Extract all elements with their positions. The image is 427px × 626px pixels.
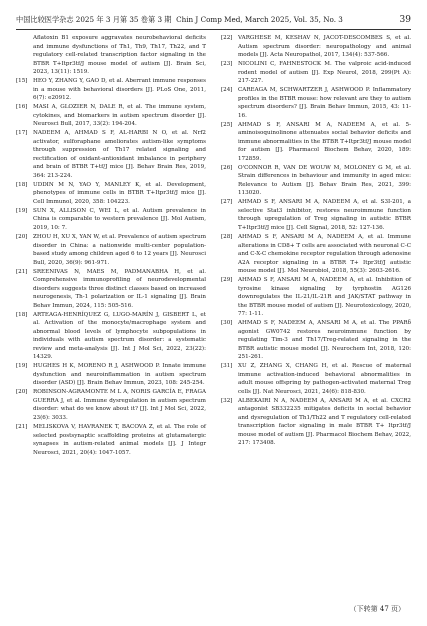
reference-entry	[16, 207, 206, 233]
reference-column-left	[16, 34, 206, 596]
reference-number: [27]	[221, 199, 233, 206]
reference-text: HUGHES H K, MORENO R J, ASHWOOD P. Innate immune dysfunction and neuroinflammation in autism spectrum disorder (ASD) [J]. Brain Behav Immun, 2023, 108: 245-254.	[33, 363, 206, 387]
reference-entry	[16, 34, 206, 77]
reference-number: [26]	[221, 164, 233, 171]
reference-entry	[16, 233, 206, 267]
reference-number: [17]	[16, 130, 28, 137]
reference-number: [21]	[16, 268, 28, 275]
reference-entry	[221, 60, 411, 86]
reference-entry	[16, 362, 206, 388]
page-number: 39	[399, 15, 411, 25]
reference-text: AHMAD S F, NADEEM A, ANSARI M A, et al. The PPARδ agonist GW0742 restores neuroimmune function by regulating Tim-3 and Th17/Treg-related signaling in the BTBR autistic mouse model [J]. Neurochem Int, 2018, 120: 251-261.	[238, 320, 411, 361]
reference-text: SREENIVAS N, MAES M, PADMANABHA H, et al. Comprehensive immunoprofiling of neurodevelopmental disorders suggests three distinct classes based on increased neurogenesis, Th-1 polarization or IL-1 signaling [J]. Brain Behav Immun, 2024, 115: 505-516.	[33, 268, 206, 309]
reference-entry	[16, 181, 206, 207]
reference-text: Aflatoxin B1 exposure aggravates neurobehavioral deficits and immune dysfunctions of Th1, Th9, Th17, Th22, and T regulatory cell-related transcription factor signaling in the BTBR T+Itpr3tf/J mouse model of autism [J]. Brain Sci, 2023, 13(11): 1519.	[33, 35, 206, 75]
reference-entry	[221, 86, 411, 120]
reference-number	[16, 34, 33, 77]
reference-number: [23]	[221, 61, 233, 68]
reference-entry	[16, 388, 206, 422]
reference-entry	[221, 397, 411, 448]
reference-column-right	[221, 34, 411, 596]
reference-number: [18]	[16, 311, 28, 318]
reference-number: [18]	[16, 181, 28, 188]
reference-entry	[221, 121, 411, 164]
reference-entry	[221, 276, 411, 319]
reference-number: [28]	[221, 234, 233, 241]
reference-text: HEO Y, ZHANG Y, GAO D, et al. Aberrant immune responses in a mouse with behavioral disorders [J]. PLoS One, 2011, 6(7): e20912.	[33, 78, 206, 102]
reference-entry	[221, 164, 411, 198]
journal-title-en: Chin J Comp Med, March 2025, Vol. 35, No. 3	[176, 15, 343, 24]
reference-text: AHMAD S F, ANSARI M A, NADEEM A, et al. Inhibition of tyrosine kinase signaling by tyrphostin AG126 downregulates the IL-21/IL-21R and JAK/STAT pathway in the BTBR mouse model of autism [J]. Neurotoxicology, 2020, 77: 1-11.	[238, 277, 411, 318]
reference-number: [29]	[221, 277, 233, 284]
reference-number: [19]	[16, 207, 28, 214]
reference-text: MELISKOVA V, HAVRANEK T, BACOVA Z, et al. The role of selected postsynaptic scaffolding proteins at glutamatergic synapses in autism-related animal models [J]. J Integr Neurosci, 2021, 20(4): 1047-1057.	[33, 424, 206, 456]
reference-text: ARTEAGA-HENRÍQUEZ G, LUGO-MARÍN J, GISBERT L, et al. Activation of the monocyte/macrophage system and abnormal blood levels of lymphocyte subpopulations in individuals with autism spectrum disorder: a systematic review and meta-analysis [J]. Int J Mol Sci, 2022, 23(22): 14329.	[33, 311, 206, 361]
reference-entry	[221, 233, 411, 276]
continued-note: （下转第 47 页）	[349, 605, 405, 613]
reference-entry	[16, 103, 206, 129]
journal-title-cn: 中国比较医学杂志 2025 年 3 月第 35 卷第 3 期	[16, 15, 172, 24]
reference-text: AHMAD S F, ANSARI M A, NADEEM A, et al. S3I-201, a selective Stat3 inhibitor, restores neuroimmune function through upregulation of Treg signaling in autistic BTBR T+Itpr3tf/J mice [J]. Cell Signal, 2018, 52: 127-136.	[238, 199, 411, 231]
reference-text: MASI A, GLOZIER N, DALE R, et al. The immune system, cytokines, and biomarkers in autism spectrum disorder [J]. Neurosci Bull, 2017, 33(2): 194-204.	[33, 104, 206, 128]
reference-text: VARGHESE M, KESHAV N, JACOT-DESCOMBES S, et al. Autism spectrum disorder: neuropathology and animal models [J]. Acta Neuropathol, 2017, 134(4): 537-566.	[238, 35, 411, 58]
reference-text: AHMAD S F, ANSARI M A, NADEEM A, et al. Immune alterations in CD8+ T cells are associated with neuronal C-C and C-X-C chemokine receptor regulation through adenosine A2A receptor signaling in a BTBR T+ Itpr3tf/J autistic mouse model [J]. Mol Neurobiol, 2018, 55(3): 2603-2616.	[238, 234, 411, 275]
reference-entry	[16, 129, 206, 180]
reference-number: [31]	[221, 363, 233, 370]
reference-entry	[221, 362, 411, 396]
reference-text: SUN X, ALLISON C, WEI L, et al. Autism prevalence in China is comparable to western prevalence [J]. Mol Autism, 2019, 10: 7.	[33, 207, 206, 231]
reference-text: XU Z, ZHANG X, CHANG H, et al. Rescue of maternal immune activation-induced behavioral abnormalities in adult mouse offspring by pathogen-activated maternal Treg cells [J]. Nat Neurosci, 2021, 24(6): 818-830.	[238, 363, 411, 395]
reference-entry	[16, 423, 206, 457]
reference-entry	[221, 319, 411, 362]
reference-number: [22]	[221, 35, 233, 41]
header-journal-info	[16, 15, 343, 25]
reference-text: AHMAD S F, ANSARI M A, NADEEM A, et al. 5-aminoisoquinolinone attenuates social behavior deficits and immune abnormalities in the BTBR T+Itpr3tf/J mouse model for autism [J]. Pharmacol Biochem Behav, 2020, 189: 172859.	[238, 121, 411, 162]
header-divider	[16, 29, 411, 30]
reference-entry	[16, 311, 206, 362]
reference-number: [24]	[221, 87, 233, 94]
reference-number: [20]	[16, 234, 28, 241]
reference-text: UDDIN M N, YAO Y, MANLEY K, et al. Development, phenotypes of immune cells in BTBR T+Itpr3tf/J mice [J]. Cell Immunol, 2020, 358: 104223.	[33, 181, 206, 205]
reference-text: ROBINSON-AGRAMONTE M L A, NORIS GARCÍA E, FRAGA GUERRA J, et al. Immune dysregulation in autism spectrum disorder: what do we know about it? [J]. Int J Mol Sci, 2022, 23(6): 3033.	[33, 389, 206, 421]
reference-number: [32]	[221, 397, 233, 404]
reference-text: NICOLINI C, FAHNESTOCK M. The valproic acid-induced rodent model of autism [J]. Exp Neurol, 2018, 299(Pt A): 217-227.	[238, 61, 411, 85]
reference-entry	[16, 268, 206, 311]
reference-number: [30]	[221, 320, 233, 327]
reference-number: [15]	[16, 78, 28, 85]
reference-text: ZHOU H, XU X, YAN W, et al. Prevalence of autism spectrum disorder in China: a nationwide multi-center population-based study among children aged 6 to 12 years [J]. Neurosci Bull, 2020, 36(9): 961-971.	[33, 234, 206, 266]
reference-entry	[221, 34, 411, 60]
reference-text: CAREAGA M, SCHWARTZER J, ASHWOOD P. Inflammatory profiles in the BTBR mouse: how relevant are they to autism spectrum disorders? [J]. Brain Behav Immun, 2015, 43: 11-16.	[238, 87, 411, 119]
reference-number: [21]	[16, 424, 28, 431]
reference-number: [19]	[16, 363, 28, 370]
reference-entry	[221, 198, 411, 232]
reference-number: [20]	[16, 389, 28, 396]
reference-text: O'CONNOR R, VAN DE WOUW M, MOLONEY G M, et al. Strain differences in behaviour and immunity in aged mice: Relevance to Autism [J]. Behav Brain Res, 2021, 399: 113020.	[238, 164, 411, 197]
running-header	[16, 13, 411, 27]
reference-text: NADEEM A, AHMAD S F, AL-HARBI N O, et al. Nrf2 activator, sulforaphane ameliorates autism-like symptoms through suppression of Th17 related signaling and rectification of oxidant-antioxidant imbalance in periphery and brain of BTBR T+tf/J mice [J]. Behav Brain Res, 2019, 364: 213-224.	[33, 130, 206, 179]
reference-text: ALBEKAIRI N A, NADEEM A, ANSARI M A, et al. CXCR2 antagonist SB332235 mitigates deficits in social behavior and dysregulation of Th1/Th22 and T regulatory cell-related transcription factor signaling in male BTBR T+ Itpr3tf/J mouse model of autism [J]. Pharmacol Biochem Behav, 2022, 217: 173408.	[238, 397, 411, 447]
reference-entry	[16, 77, 206, 103]
references-body	[16, 34, 411, 596]
reference-number: [25]	[221, 121, 233, 128]
reference-number: [16]	[16, 104, 28, 111]
